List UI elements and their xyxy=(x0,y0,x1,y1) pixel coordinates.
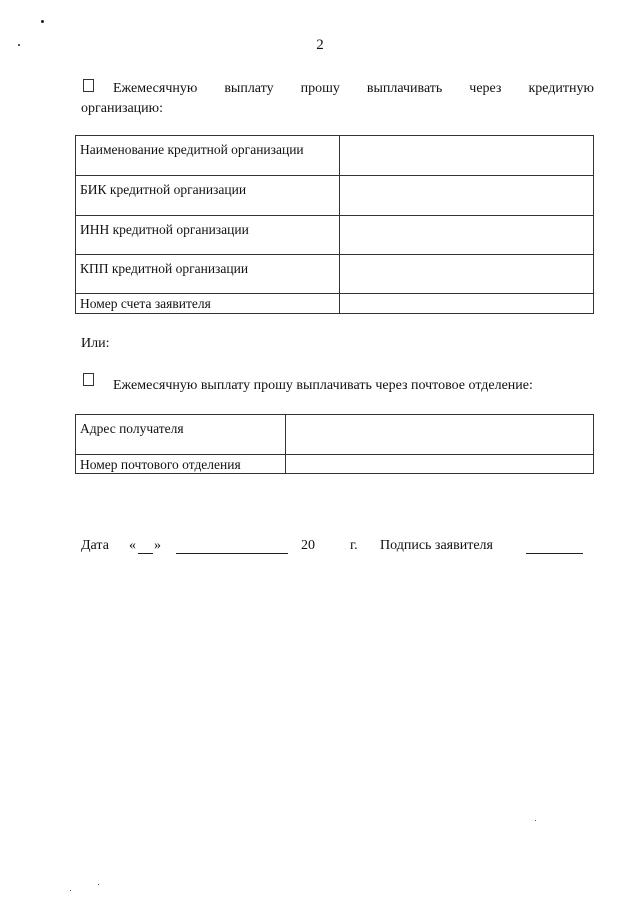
bank-name-value[interactable] xyxy=(340,136,594,176)
bank-option-word: выплачивать xyxy=(366,81,443,96)
bank-name-label: Наименование кредитной организации xyxy=(76,136,340,176)
signature-label: Подпись заявителя xyxy=(380,538,493,553)
inn-label: ИНН кредитной организации xyxy=(76,216,340,255)
bank-details-table xyxy=(75,135,594,314)
table-row xyxy=(76,176,594,216)
inn-value[interactable] xyxy=(340,216,594,255)
post-option-text: Ежемесячную выплату прошу выплачивать через почтовое отделение: xyxy=(113,378,533,393)
table-row xyxy=(76,136,594,176)
recipient-address-value[interactable] xyxy=(286,415,594,455)
kpp-label: КПП кредитной организации xyxy=(76,255,340,294)
or-text: Или: xyxy=(81,336,110,351)
table-row xyxy=(76,294,594,314)
table-row xyxy=(76,455,594,474)
kpp-value[interactable] xyxy=(340,255,594,294)
day-field[interactable] xyxy=(138,553,153,554)
bank-option-line2: организацию: xyxy=(81,101,164,116)
post-office-number-label: Номер почтового отделения xyxy=(76,455,286,474)
bank-option-word: Ежемесячную xyxy=(113,81,198,96)
post-details-table xyxy=(75,414,594,474)
day-close-quote: » xyxy=(154,538,161,553)
bik-label: БИК кредитной организации xyxy=(76,176,340,216)
year-prefix: 20 xyxy=(301,538,315,553)
account-number-label: Номер счета заявителя xyxy=(76,294,340,314)
month-field[interactable] xyxy=(176,553,288,554)
scan-speck xyxy=(41,20,44,23)
post-option-checkbox[interactable] xyxy=(83,373,94,386)
account-number-value[interactable] xyxy=(340,294,594,314)
page-number: 2 xyxy=(316,37,324,53)
table-row xyxy=(76,415,594,455)
table-row xyxy=(76,255,594,294)
recipient-address-label: Адрес получателя xyxy=(76,415,286,455)
bank-option-word: кредитную xyxy=(528,81,594,96)
scan-speck xyxy=(70,890,71,891)
bank-option-word: прошу xyxy=(300,81,340,96)
year-suffix: г. xyxy=(350,538,358,553)
date-label: Дата xyxy=(81,538,109,553)
bank-option-word: выплату xyxy=(224,81,274,96)
scan-speck xyxy=(535,820,536,821)
day-open-quote: « xyxy=(129,538,136,553)
signature-field[interactable] xyxy=(526,553,583,554)
scan-speck xyxy=(98,884,99,885)
bik-value[interactable] xyxy=(340,176,594,216)
bank-option-text xyxy=(81,79,594,119)
table-row xyxy=(76,216,594,255)
bank-option-word: через xyxy=(469,81,502,96)
post-office-number-value[interactable] xyxy=(286,455,594,474)
